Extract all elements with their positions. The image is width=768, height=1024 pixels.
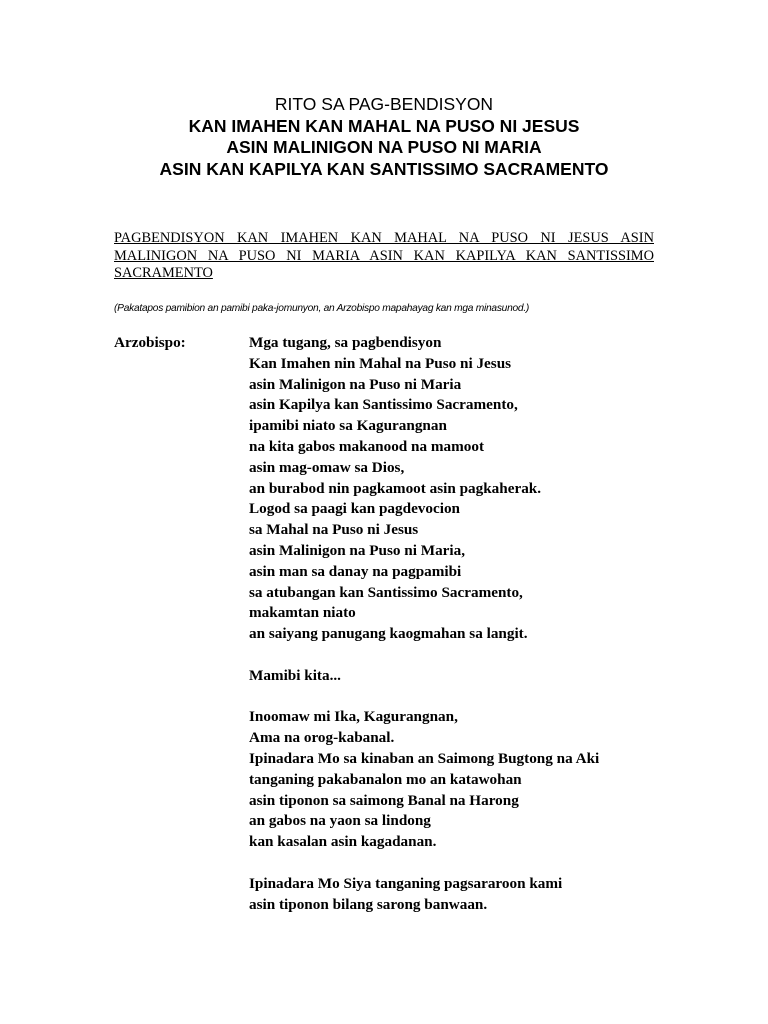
prayer-line: Ipinadara Mo sa kinaban an Saimong Bugtong na Aki [249, 749, 600, 767]
prayer-line: asin mag-omaw sa Dios, [249, 458, 405, 476]
prayer-stanza [249, 707, 759, 853]
prayer-stanza [249, 874, 759, 916]
prayer-line: Ama na orog-kabanal. [249, 729, 395, 747]
document-title [0, 94, 768, 180]
prayer-line: ipamibi niato sa Kagurangnan [249, 417, 447, 435]
prayer-line: sa Mahal na Puso ni Jesus [249, 521, 419, 539]
title-line-2: KAN IMAHEN KAN MAHAL NA PUSO NI JESUS [188, 115, 580, 136]
prayer-line: asin Kapilya kan Santissimo Sacramento, [249, 396, 518, 414]
prayer-line: Mga tugang, sa pagbendisyon [249, 334, 442, 351]
section-heading-line: PAGBENDISYON KAN IMAHEN KAN MAHAL NA PUSO NI JESUS ASIN [114, 230, 654, 246]
prayer-line: an gabos na yaon sa lindong [249, 812, 431, 830]
prayer-line: asin man sa danay na pagpamibi [249, 562, 462, 580]
title-line-4: ASIN KAN KAPILYA KAN SANTISSIMO SACRAMENTO [159, 158, 609, 179]
prayer-line: Kan Imahen nin Mahal na Puso ni Jesus [249, 354, 512, 372]
prayer-stanza [249, 666, 759, 687]
prayer-line: makamtan niato [249, 604, 356, 622]
prayer-line: asin Malinigon na Puso ni Maria, [249, 541, 466, 559]
title-line-3: ASIN MALINIGON NA PUSO NI MARIA [226, 137, 542, 157]
prayer-line: sa atubangan kan Santissimo Sacramento, [249, 583, 523, 601]
prayer-line: an burabod nin pagkamoot asin pagkaherak. [249, 479, 542, 497]
prayer-line: tanganing pakabanalon mo an katawohan [249, 770, 522, 788]
section-heading-line: MALINIGON NA PUSO NI MARIA ASIN KAN KAPILYA KAN SANTISSIMO [114, 247, 654, 264]
prayer-stanza [249, 333, 759, 645]
rubric-instruction: (Pakatapos pamibion an pamibi paka-jomunyon, an Arzobispo mapahayag kan mga minasunod.) [114, 303, 530, 314]
section-heading [114, 230, 654, 283]
prayer-line: an saiyang panugang kaogmahan sa langit. [249, 625, 528, 643]
prayer-line: asin tiponon bilang sarong banwaan. [249, 895, 488, 913]
prayer-line: Mamibi kita... [249, 666, 341, 684]
prayer-line: Logod sa paagi kan pagdevocion [249, 500, 460, 518]
prayer-line: na kita gabos makanood na mamoot [249, 437, 485, 455]
prayer-line: kan kasalan asin kagadanan. [249, 833, 437, 851]
section-heading-line: SACRAMENTO [114, 265, 213, 281]
prayer-text [249, 333, 759, 915]
speaker-label: Arzobispo: [114, 334, 186, 351]
prayer-line: asin tiponon sa saimong Banal na Harong [249, 791, 519, 809]
title-line-1: RITO SA PAG-BENDISYON [274, 94, 494, 114]
prayer-line: asin Malinigon na Puso ni Maria [249, 375, 462, 393]
prayer-line: Ipinadara Mo Siya tanganing pagsararoon kami [249, 874, 563, 892]
prayer-line: Inoomaw mi Ika, Kagurangnan, [249, 708, 458, 726]
